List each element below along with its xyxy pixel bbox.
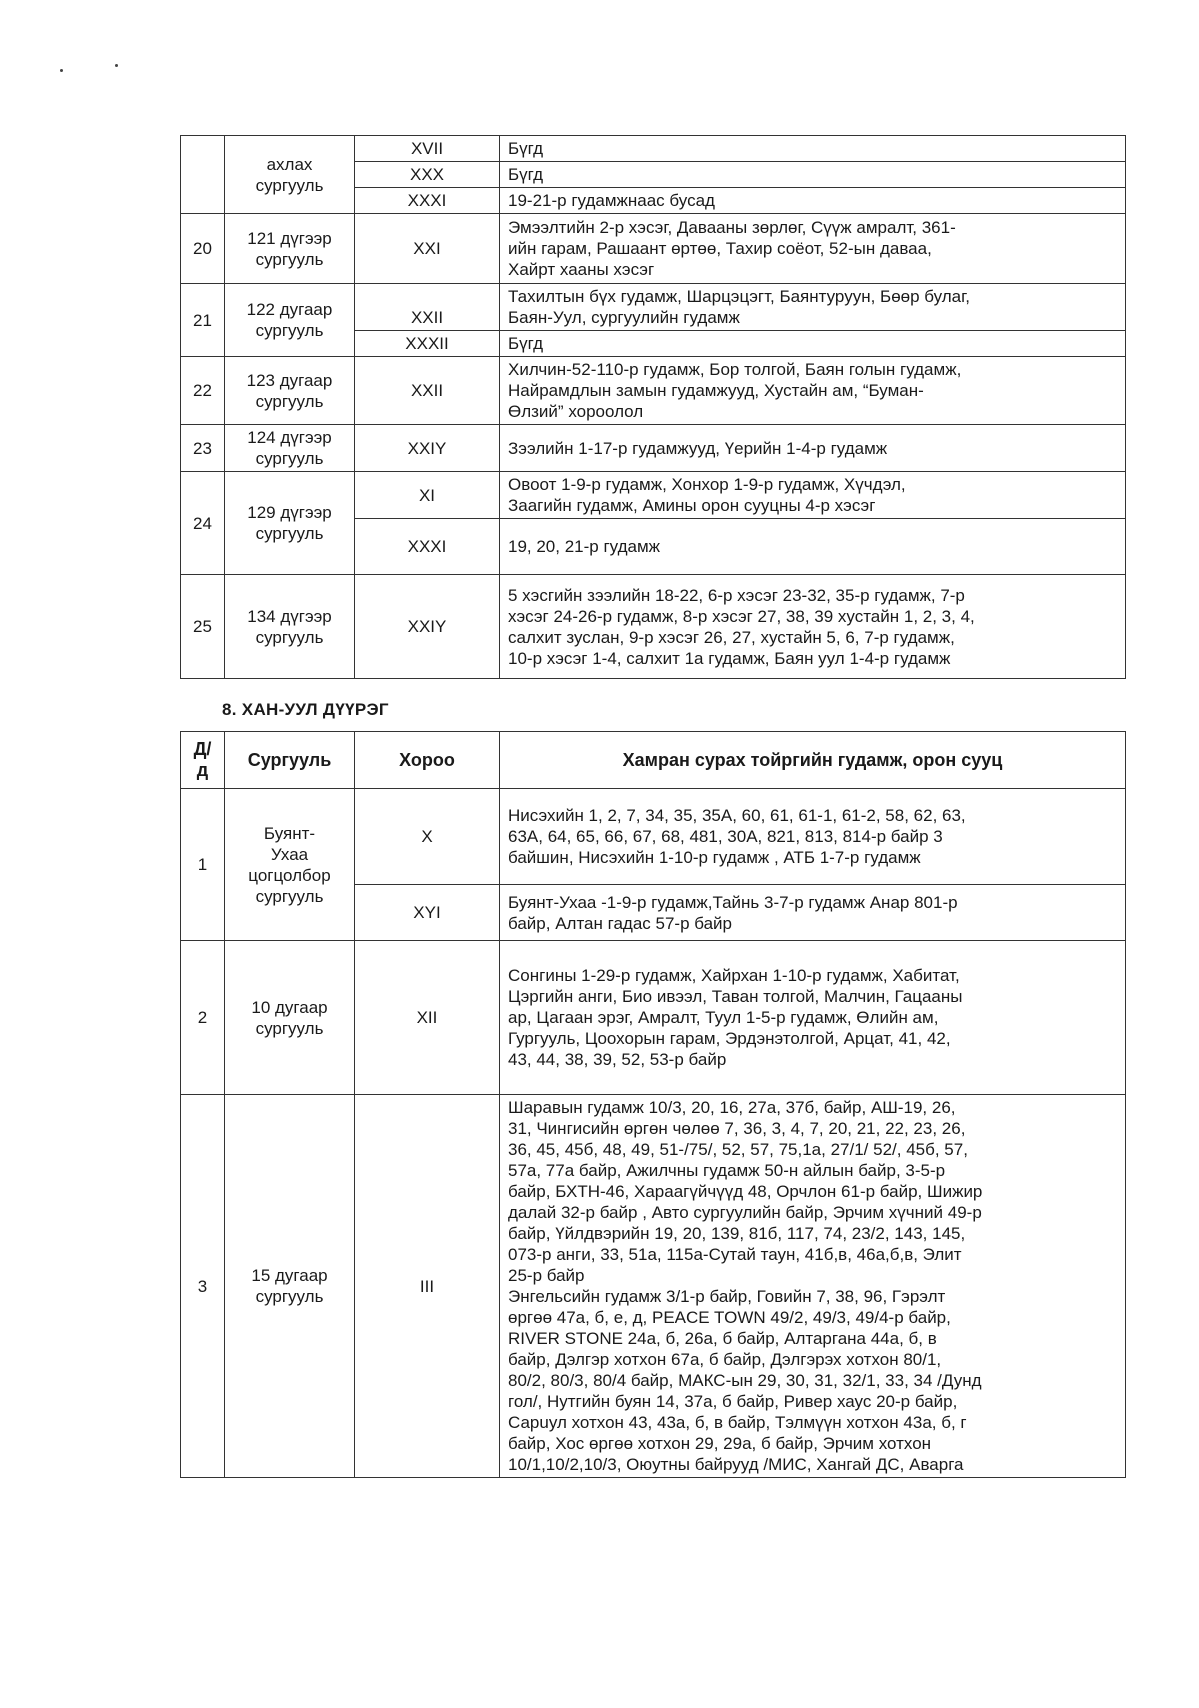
khoroo-cell: XXX	[355, 162, 500, 188]
table-row	[181, 789, 1126, 885]
streets-cell: Нисэхийн 1, 2, 7, 34, 35, 35А, 60, 61, 61-1, 61-2, 58, 62, 63, 63А, 64, 65, 66, 67, 68, 481, 30А, 821, 813, 814-р байр 3 байшин, Нисэхийн 1-10-р гудамж , АТБ 1-7-р гудамж	[500, 789, 1126, 885]
khoroo-cell: XVII	[355, 136, 500, 162]
streets-cell: Сонгины 1-29-р гудамж, Хайрхан 1-10-р гудамж, Хабитат, Цэргийн анги, Био ивээл, Таван толгой, Малчин, Гацааны ар, Цагаан эрэг, Амралт, Туул 1-5-р гудамж, Өлийн ам, Гургууль, Цоохорын гарам, Эрдэнэтолгой, Арцат, 41, 42, 43, 44, 38, 39, 52, 53-р байр	[500, 941, 1126, 1095]
school-cell: 124 дүгээр сургууль	[225, 425, 355, 472]
streets-cell: Бүгд	[500, 136, 1126, 162]
school-cell: 122 дугаар сургууль	[225, 284, 355, 357]
header-school: Сургууль	[225, 732, 355, 789]
streets-cell: Тахилтын бүх гудамж, Шарцэцэгт, Баянтуруун, Бөөр булаг, Баян-Уул, сургуулийн гудамж	[500, 284, 1126, 331]
khoroo-cell: XXI	[355, 214, 500, 284]
streets-cell: Шаравын гудамж 10/3, 20, 16, 27а, 37б, байр, АШ-19, 26, 31, Чингисийн өргөн чөлөө 7, 36, 3, 4, 7, 20, 21, 22, 23, 26, 36, 45, 45б, 48, 49, 51-/75/, 52, 57, 75,1а, 27/1/ 52/, 45б, 57, 57а, 77а байр, Ажилчны гудамж 50-н айлын байр, 3-5-р байр, БХТН-46, Хараагүйчүүд 48, Орчлон 61-р байр, Шижир далай 32-р байр , Авто сургуулийн байр, Эрчим хүчний 49-р байр, Үйлдвэрийн 19, 20, 139, 81б, 117, 74, 23/2, 143, 145, 073-р анги, 33, 51а, 115а-Сутай таун, 41б,в, 46а,б,в, Элит 25-р байр Энгельсийн гудамж 3/1-р байр, Говийн 7, 38, 96, Гэрэлт өргөө 47а, б, е, д, PEACE TOWN 49/2, 49/3, 49/4-р байр, RIVER STONE 24а, б, 26а, б байр, Алтаргана 44а, б, в байр, Дэлгэр хотхон 67а, б байр, Дэлгэрэх хотхон 80/1, 80/2, 80/3, 80/4 байр, МАКС-ын 29, 30, 31, 32/1, 33, 34 /Дунд гол/, Нутгийн буян 14, 37а, б байр, Ривер хаус 20-р байр, Сарuул хотхон 43, 43а, б, в байр, Тэлмүүн хотхон 43а, б, г байр, Хос өргөө хотхон 29, 29а, б байр, Эрчим хотхон 10/1,10/2,10/3, Оюутны байрууд /МИС, Хангай ДС, Аварга	[500, 1095, 1126, 1478]
khoroo-cell: X	[355, 789, 500, 885]
khoroo-cell: XXII	[355, 284, 500, 331]
khoroo-cell: XYI	[355, 885, 500, 941]
streets-cell: 19-21-р гудамжнаас бусад	[500, 188, 1126, 214]
khan-uul-table	[180, 731, 1126, 1478]
khoroo-cell: XXXI	[355, 519, 500, 575]
streets-cell: 5 хэсгийн зээлийн 18-22, 6-р хэсэг 23-32, 35-р гудамж, 7-р хэсэг 24-26-р гудамж, 8-р хэсэг 27, 38, 39 хустайн 1, 2, 3, 4, салхит зуслан, 9-р хэсэг 26, 27, хустайн 5, 6, 7-р гудамж, 10-р хэсэг 1-4, салхит 1а гудамж, Баян уул 1-4-р гудамж	[500, 575, 1126, 679]
row-number-cell: 2	[181, 941, 225, 1095]
section-title: 8. ХАН-УУЛ ДҮҮРЭГ	[222, 700, 389, 719]
khoroo-cell: XXIY	[355, 575, 500, 679]
school-cell: 134 дүгээр сургууль	[225, 575, 355, 679]
streets-cell: Зээлийн 1-17-р гудамжууд, Үерийн 1-4-р гудамж	[500, 425, 1126, 472]
school-cell: 121 дүгээр сургууль	[225, 214, 355, 284]
streets-cell: 19, 20, 21-р гудамж	[500, 519, 1126, 575]
school-cell: Буянт- Ухаа цогцолбор сургууль	[225, 789, 355, 941]
khoroo-cell: XXXI	[355, 188, 500, 214]
row-number-cell: 1	[181, 789, 225, 941]
streets-cell: Бүгд	[500, 331, 1126, 357]
school-cell: 15 дугаар сургууль	[225, 1095, 355, 1478]
row-number-cell: 23	[181, 425, 225, 472]
school-cell: 129 дүгээр сургууль	[225, 472, 355, 575]
table-row	[181, 357, 1126, 425]
header-num: Д/д	[181, 732, 225, 789]
table-header-row	[181, 732, 1126, 789]
khoroo-cell: XI	[355, 472, 500, 519]
school-cell: 123 дугаар сургууль	[225, 357, 355, 425]
table-row	[181, 575, 1126, 679]
khoroo-cell: XXIY	[355, 425, 500, 472]
row-number-cell: 24	[181, 472, 225, 575]
school-cell: ахлах сургууль	[225, 136, 355, 214]
row-number-cell: 22	[181, 357, 225, 425]
table-row	[181, 136, 1126, 162]
table-row	[181, 425, 1126, 472]
school-cell: 10 дугаар сургууль	[225, 941, 355, 1095]
table-row	[181, 1095, 1126, 1478]
row-number-cell: 3	[181, 1095, 225, 1478]
district-table-continued	[180, 135, 1126, 679]
row-number-cell: 20	[181, 214, 225, 284]
streets-cell: Бүгд	[500, 162, 1126, 188]
header-khoroo: Хороо	[355, 732, 500, 789]
row-number-cell	[181, 136, 225, 214]
table-row	[181, 472, 1126, 519]
streets-cell: Эмээлтийн 2-р хэсэг, Даваaны зөрлөг, Сүүж амралт, 361- ийн гарам, Рашаант өртөө, Тахир соёот, 52-ын даваа, Хайрт хааны хэсэг	[500, 214, 1126, 284]
table-row	[181, 214, 1126, 284]
row-number-cell: 21	[181, 284, 225, 357]
streets-cell: Буянт-Ухаа -1-9-р гудамж,Тайнь 3-7-р гудамж Анар 801-р байр, Алтан гадас 57-р байр	[500, 885, 1126, 941]
khoroo-cell: XXII	[355, 357, 500, 425]
streets-cell: Хилчин-52-110-р гудамж, Бор толгой, Баян голын гудамж, Найрамдлын замын гудамжууд, Хустайн ам, “Буман- Өлзий” хороолол	[500, 357, 1126, 425]
table-row	[181, 941, 1126, 1095]
khoroo-cell: XII	[355, 941, 500, 1095]
khoroo-cell: III	[355, 1095, 500, 1478]
table-row	[181, 284, 1126, 331]
header-streets: Хамран сурах тойргийн гудамж, орон сууц	[500, 732, 1126, 789]
row-number-cell: 25	[181, 575, 225, 679]
khoroo-cell: XXXII	[355, 331, 500, 357]
streets-cell: Овоот 1-9-р гудамж, Хонхор 1-9-р гудамж, Хүчдэл, Заагийн гудамж, Амины орон сууцны 4-р хэсэг	[500, 472, 1126, 519]
